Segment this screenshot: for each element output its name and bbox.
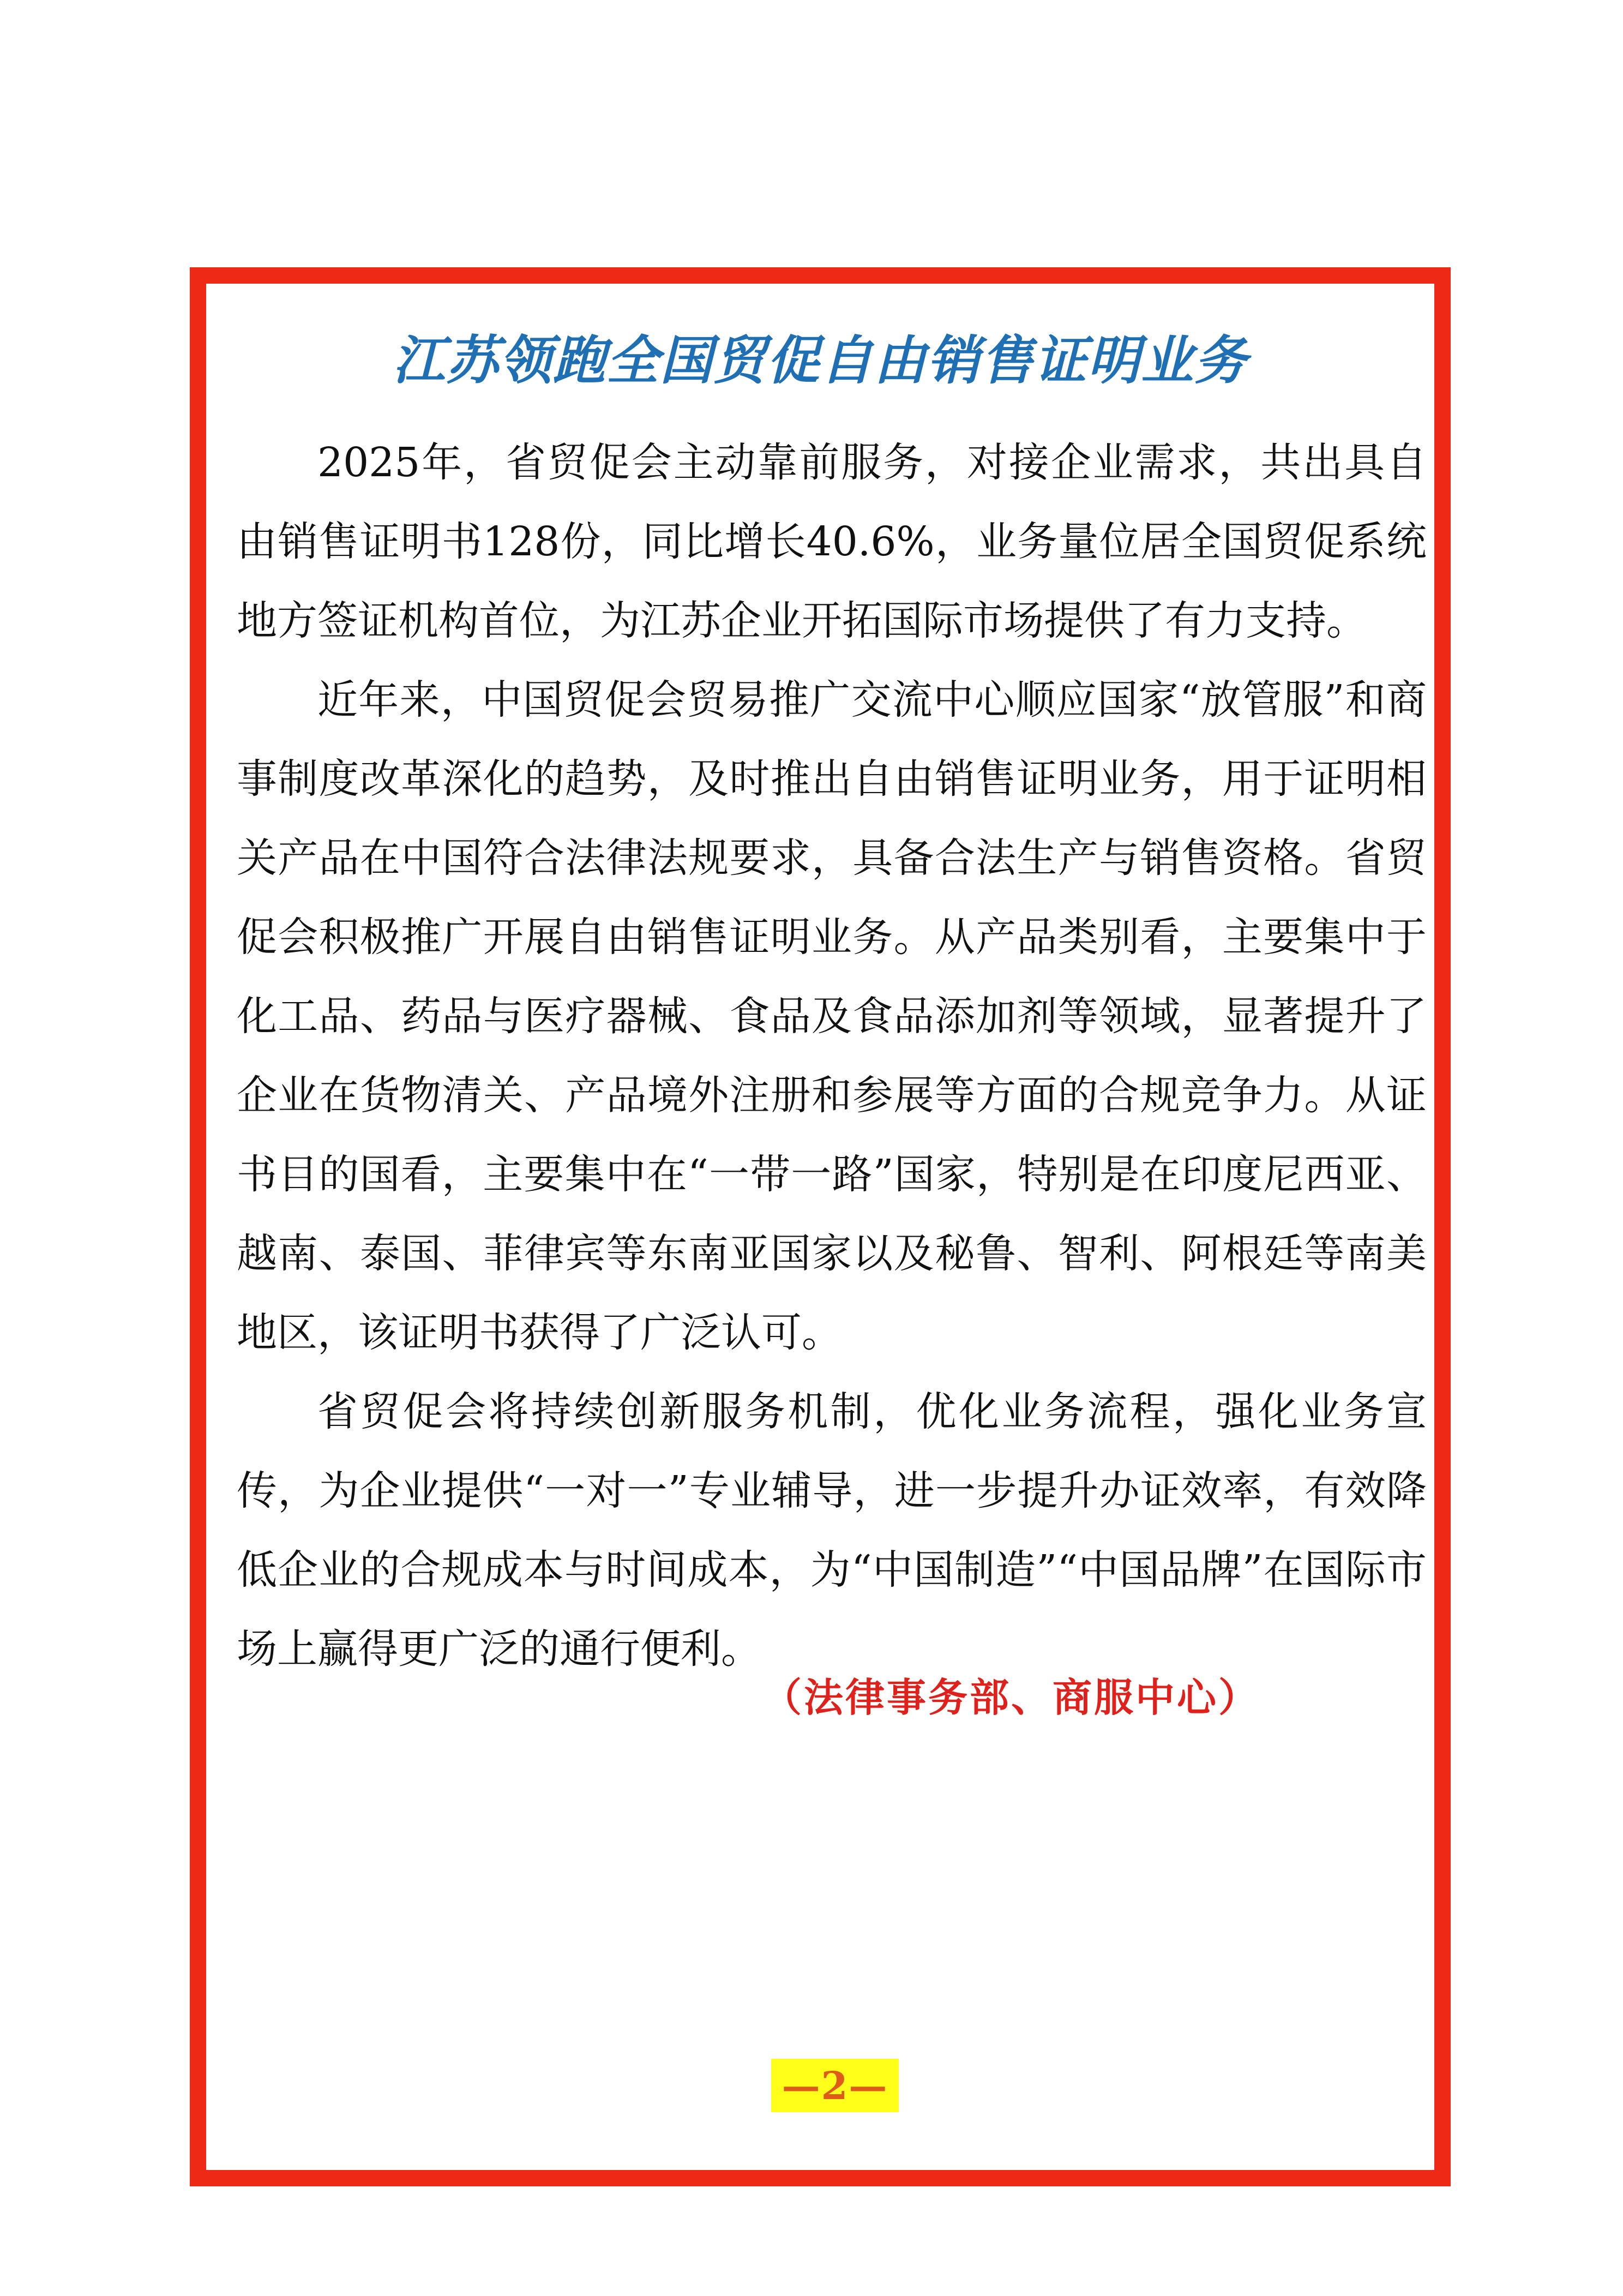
article-body xyxy=(237,423,1427,1689)
page-border-frame xyxy=(190,267,1451,2186)
article-title: 江苏领跑全国贸促自由销售证明业务 xyxy=(393,329,1248,391)
paragraph-3: 省贸促会将持续创新服务机制，优化业务流程，强化业务宣传，为企业提供“一对一”专业辅导，进一步提升办证效率，有效降低企业的合规成本与时间成本，为“中国制造”“中国品牌”在国际市场上赢得更广泛的通行便利。 xyxy=(237,1388,1427,1672)
paragraph-1: 2025年，省贸促会主动靠前服务，对接企业需求，共出具自由销售证明书128份，同比增长40.6%，业务量位居全国贸促系统地方签证机构首位，为江苏企业开拓国际市场提供了有力支持。 xyxy=(237,439,1427,644)
page-number: —2— xyxy=(782,2063,888,2108)
paragraph-2: 近年来，中国贸促会贸易推广交流中心顺应国家“放管服”和商事制度改革深化的趋势，及时推出自由销售证明业务，用于证明相关产品在中国符合法律法规要求，具备合法生产与销售资格。省贸促会积极推广开展自由销售证明业务。从产品类别看，主要集中于化工品、药品与医疗器械、食品及食品添加剂等领域，显著提升了企业在货物清关、产品境外注册和参展等方面的合规竞争力。从证书目的国看，主要集中在“一带一路”国家，特别是在印度尼西亚、越南、泰国、菲律宾等东南亚国家以及秘鲁、智利、阿根廷等南美地区，该证明书获得了广泛认可。 xyxy=(237,676,1427,1356)
page-number-badge xyxy=(771,2059,899,2112)
article-source: （法律事务部、商服中心） xyxy=(762,1674,1260,1720)
